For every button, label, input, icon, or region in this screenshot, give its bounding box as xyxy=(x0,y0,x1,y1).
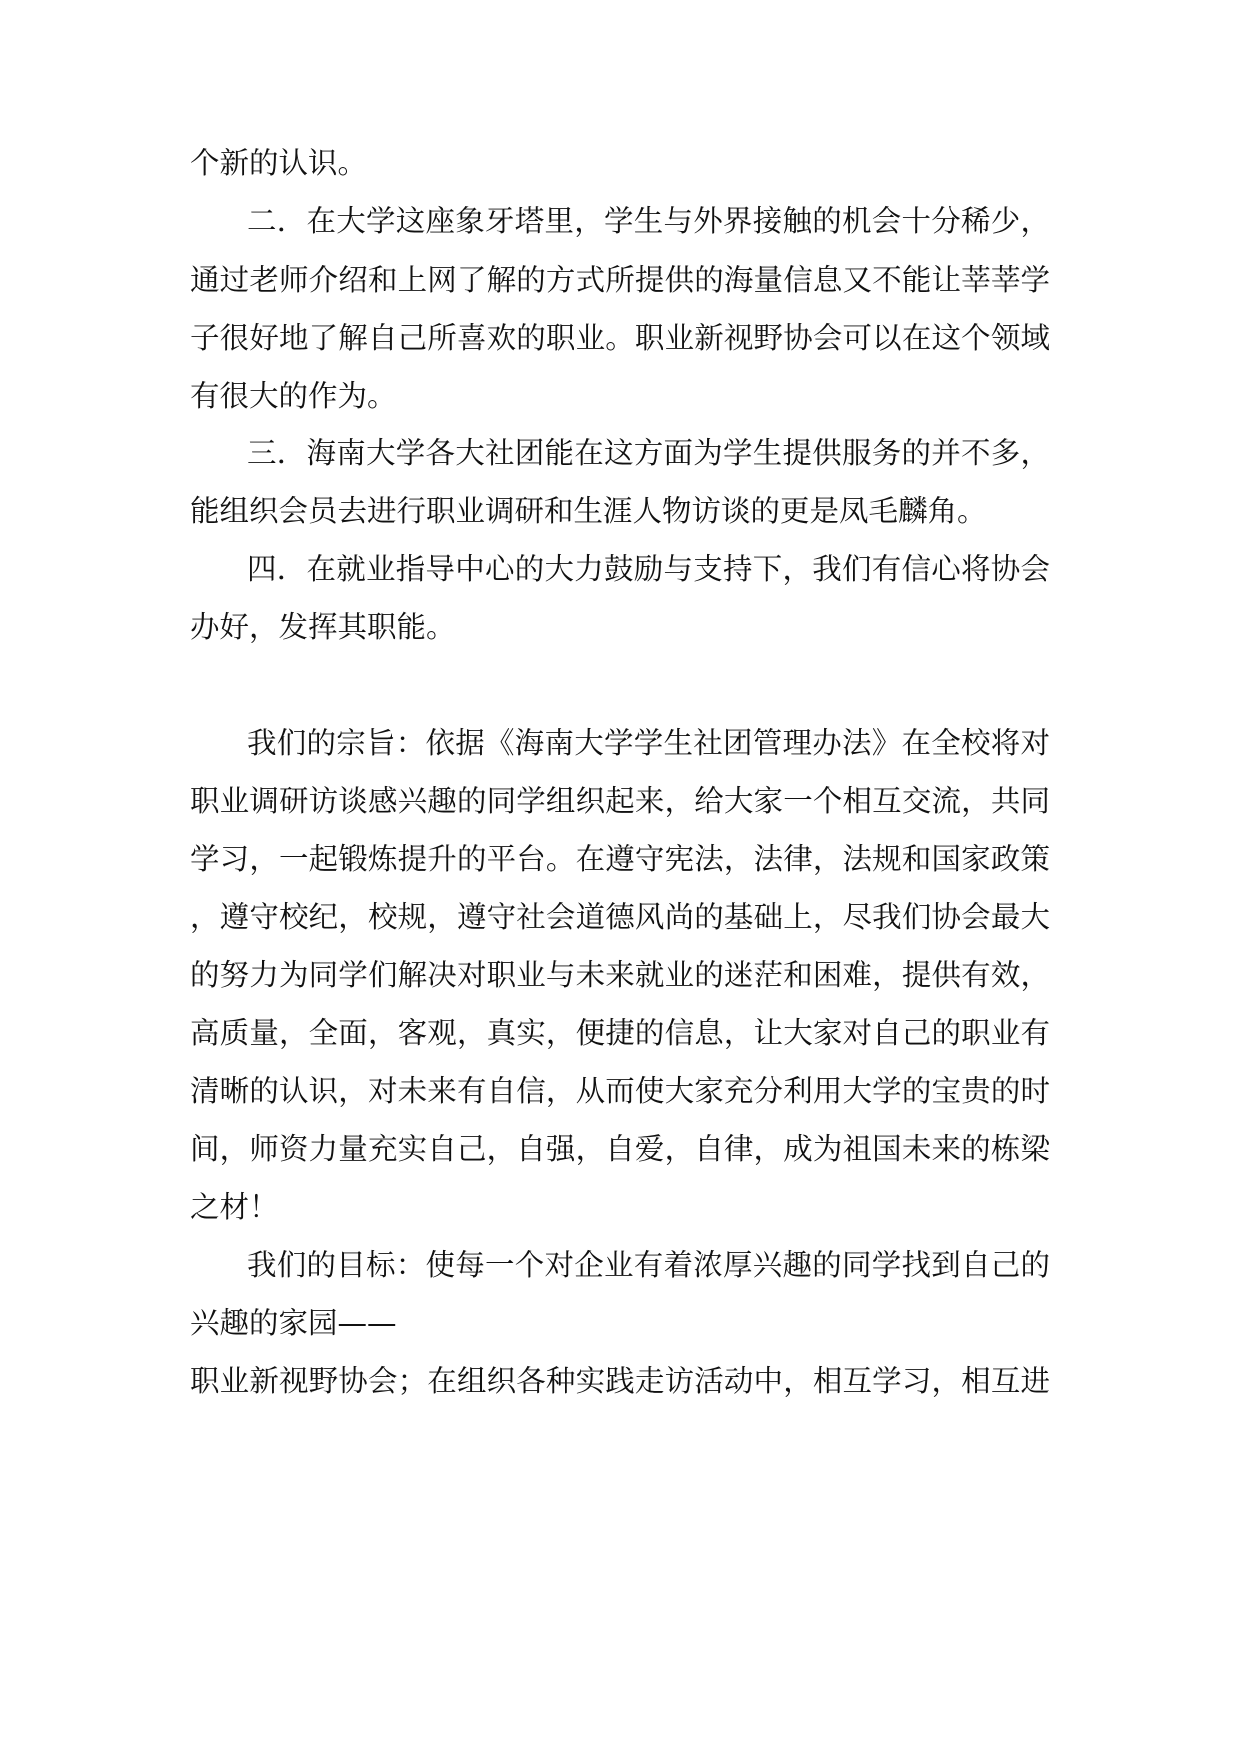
text-line: 通过老师介绍和上网了解的方式所提供的海量信息又不能让莘莘学 xyxy=(190,263,1050,297)
text-line: 清晰的认识，对未来有自信，从而使大家充分利用大学的宝贵的时 xyxy=(190,1074,1050,1108)
text-line: 四．在就业指导中心的大力鼓励与支持下，我们有信心将协会 xyxy=(247,552,1050,586)
text-line: 间，师资力量充实自己，自强，自爱，自律，成为祖国未来的栋梁 xyxy=(190,1132,1050,1166)
text-line: 办好，发挥其职能。 xyxy=(190,610,456,644)
text-line: 我们的宗旨：依据《海南大学学生社团管理办法》在全校将对 xyxy=(247,726,1050,760)
text-line: 职业新视野协会；在组织各种实践走访活动中，相互学习，相互进 xyxy=(190,1364,1050,1398)
text-line: 子很好地了解自己所喜欢的职业。职业新视野协会可以在这个领域 xyxy=(190,321,1050,355)
text-line: 我们的目标：使每一个对企业有着浓厚兴趣的同学找到自己的 xyxy=(247,1248,1050,1282)
text-line: 兴趣的家园—— xyxy=(190,1306,397,1340)
text-line: 的努力为同学们解决对职业与未来就业的迷茫和困难，提供有效， xyxy=(190,958,1050,992)
text-line: 能组织会员去进行职业调研和生涯人物访谈的更是凤毛麟角。 xyxy=(190,494,987,528)
text-line: 二．在大学这座象牙塔里，学生与外界接触的机会十分稀少， xyxy=(247,204,1050,238)
text-line: 个新的认识。 xyxy=(190,146,368,180)
text-line: 学习，一起锻炼提升的平台。在遵守宪法，法律，法规和国家政策 xyxy=(190,842,1050,876)
text-line: 职业调研访谈感兴趣的同学组织起来，给大家一个相互交流，共同 xyxy=(190,784,1050,818)
text-line: 三．海南大学各大社团能在这方面为学生提供服务的并不多， xyxy=(247,436,1050,470)
text-line: ，遵守校纪，校规，遵守社会道德风尚的基础上，尽我们协会最大 xyxy=(190,900,1050,934)
text-line: 有很大的作为。 xyxy=(190,379,397,413)
text-line: 之材！ xyxy=(190,1190,279,1224)
text-line: 高质量，全面，客观，真实，便捷的信息，让大家对自己的职业有 xyxy=(190,1016,1050,1050)
